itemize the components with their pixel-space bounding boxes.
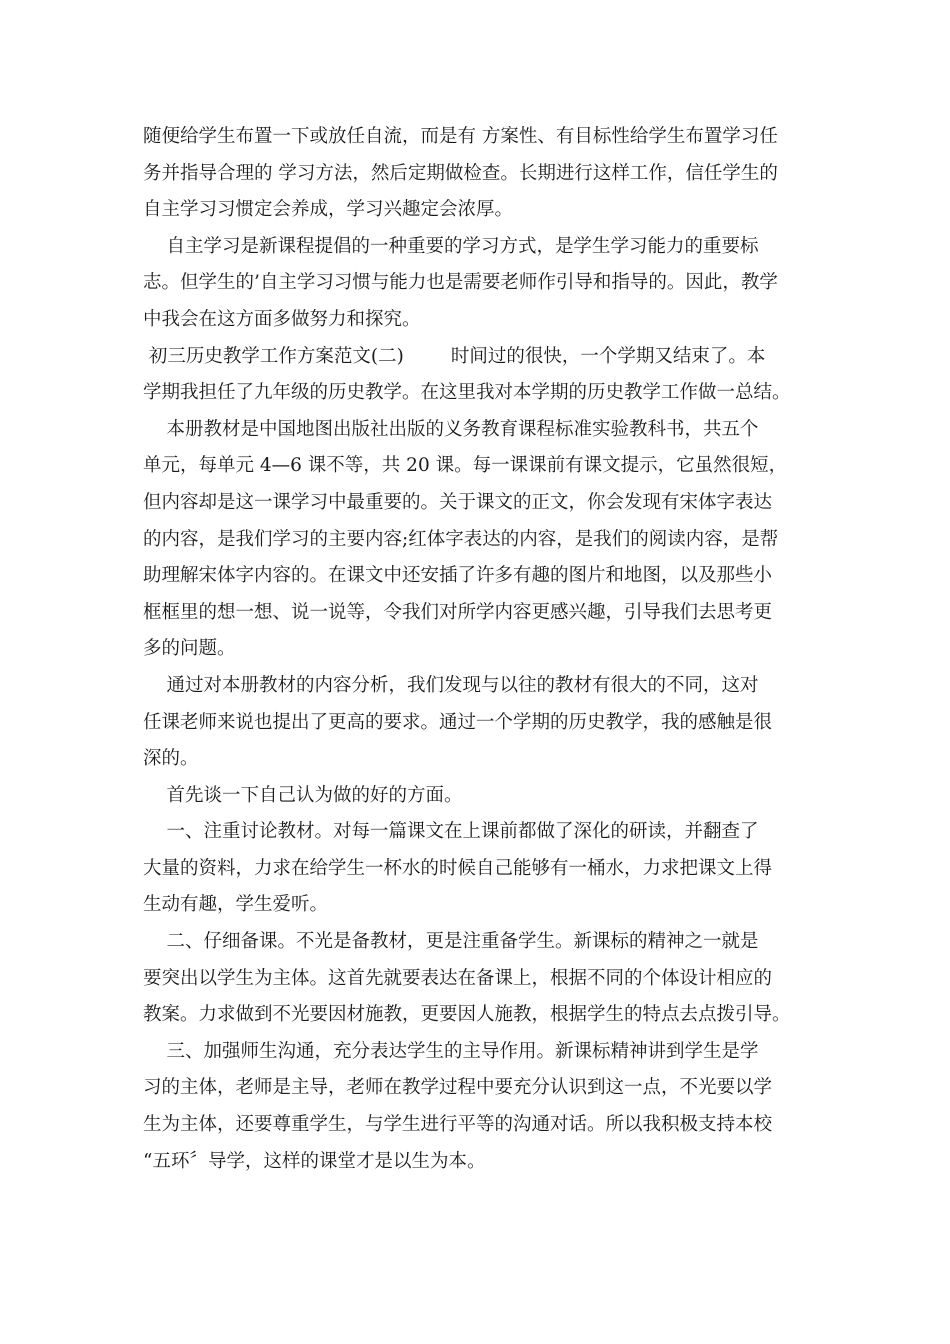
text-line: 任课老师来说也提出了更高的要求。通过一个学期的历史教学，我的感触是很 xyxy=(143,711,773,733)
text-line: 初三历史教学工作方案范文(二) 时间过的很快，一个学期又结束了。本 xyxy=(143,345,766,367)
text-line: 三、加强师生沟通，充分表达学生的主导作用。新课标精神讲到学生是学 xyxy=(143,1040,759,1062)
text-line: 自主学习习惯定会养成，学习兴趣定会浓厚。 xyxy=(143,199,514,221)
text-line: 中我会在这方面多做努力和探究。 xyxy=(143,308,421,330)
text-line: “五环〞导学，这样的课堂才是以生为本。 xyxy=(143,1150,486,1172)
text-line: 单元，每单元 4—6 课不等，共 20 课。每一课课前有课文提示，它虽然很短， xyxy=(143,455,788,477)
document-body xyxy=(143,119,813,1180)
text-line: 自主学习是新课程提倡的一种重要的学习方式，是学生学习能力的重要标 xyxy=(143,235,759,257)
text-line: 助理解宋体字内容的。在课文中还安插了许多有趣的图片和地图，以及那些小 xyxy=(143,565,773,587)
text-line: 二、仔细备课。不光是备教材，更是注重备学生。新课标的精神之一就是 xyxy=(143,931,759,953)
text-line: 务并指导合理的 学习方法，然后定期做检查。长期进行这样工作，信任学生的 xyxy=(143,162,778,184)
text-line: 一、注重讨论教材。对每一篇课文在上课前都做了深化的研读，并翻查了 xyxy=(143,821,759,843)
text-line: 深的。 xyxy=(143,748,199,770)
text-line: 多的问题。 xyxy=(143,638,236,660)
text-line: 本册教材是中国地图出版社出版的义务教育课程标准实验教科书，共五个 xyxy=(143,418,759,440)
text-line: 生动有趣，学生爱听。 xyxy=(143,894,329,916)
text-line: 框框里的想一想、说一说等，令我们对所学内容更感兴趣，引导我们去思考更 xyxy=(143,601,773,623)
text-line: 大量的资料，力求在给学生一杯水的时候自己能够有一桶水，力求把课文上得 xyxy=(143,857,773,879)
text-line: 但内容却是这一课学习中最重要的。关于课文的正文，你会发现有宋体字表达 xyxy=(143,491,773,513)
text-line: 随便给学生布置一下或放任自流，而是有 方案性、有目标性给学生布置学习任 xyxy=(143,126,778,147)
text-line: 志。但学生的’自主学习习惯与能力也是需要老师作引导和指导的。因此，教学 xyxy=(143,272,778,294)
text-line: 通过对本册教材的内容分析，我们发现与以往的教材有很大的不同，这对 xyxy=(143,674,759,696)
text-line: 的内容，是我们学习的主要内容;红体字表达的内容，是我们的阅读内容，是帮 xyxy=(143,528,779,550)
text-line: 学期我担任了九年级的历史教学。在这里我对本学期的历史教学工作做一总结。 xyxy=(143,382,791,404)
text-line: 习的主体，老师是主导，老师在教学过程中要充分认识到这一点，不光要以学 xyxy=(143,1077,773,1099)
text-line: 要突出以学生为主体。这首先就要表达在备课上，根据不同的个体设计相应的 xyxy=(143,967,773,989)
text-line: 生为主体，还要尊重学生，与学生进行平等的沟通对话。所以我积极支持本校 xyxy=(143,1114,773,1136)
text-line: 教案。力求做到不光要因材施教，更要因人施教，根据学生的特点去点拨引导。 xyxy=(143,1004,791,1026)
text-line: 首先谈一下自己认为做的好的方面。 xyxy=(143,784,463,806)
